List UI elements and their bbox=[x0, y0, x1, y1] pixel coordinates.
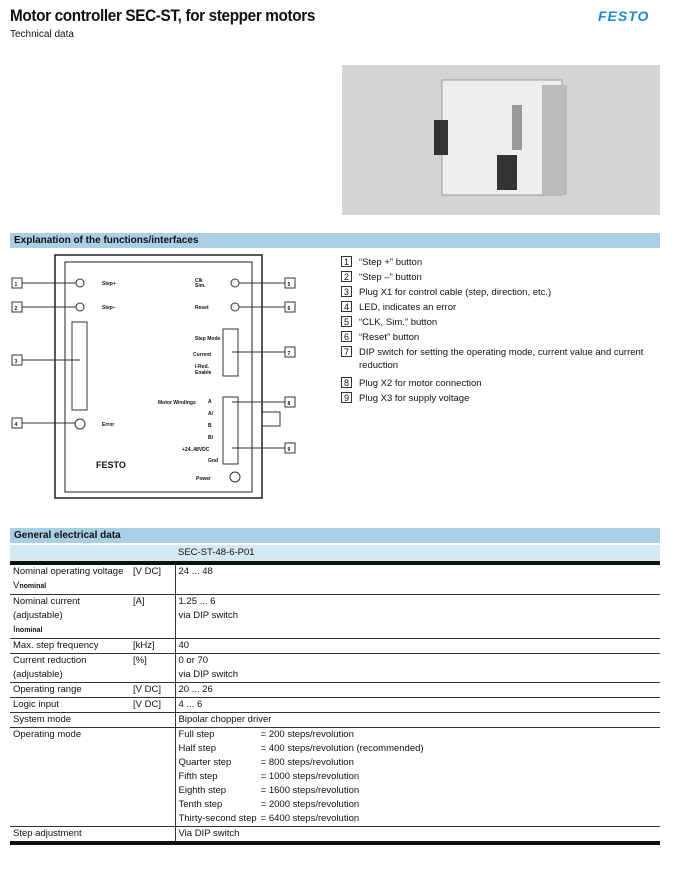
legend-text: “CLK, Sim.” button bbox=[359, 317, 438, 328]
legend-text: “Reset” button bbox=[359, 332, 420, 343]
mode-value: = 400 steps/revolution (recommended) bbox=[260, 743, 424, 754]
row-value: 24 ... 48 bbox=[175, 563, 660, 595]
row-label: System mode bbox=[10, 713, 130, 728]
legend-item bbox=[341, 286, 661, 299]
row-unit bbox=[130, 713, 175, 728]
legend-item bbox=[341, 331, 661, 344]
legend-text: LED, indicates an error bbox=[359, 302, 457, 313]
row-value: 20 ... 26 bbox=[175, 683, 660, 698]
legend-item bbox=[341, 256, 661, 269]
svg-text:Step Mode: Step Mode bbox=[195, 336, 221, 342]
row-value: 0 or 70 via DIP switch bbox=[175, 654, 660, 683]
svg-text:8: 8 bbox=[287, 401, 291, 407]
callout-number: 6 bbox=[341, 331, 352, 342]
row-label: Current reduction (adjustable) bbox=[10, 654, 130, 683]
svg-text:Gnd: Gnd bbox=[208, 458, 218, 464]
callout-number: 3 bbox=[341, 286, 352, 297]
callout-number: 4 bbox=[341, 301, 352, 312]
legend-text: DIP switch for setting the operating mode, current value and current reduction bbox=[359, 347, 644, 371]
controller-front-diagram bbox=[10, 252, 310, 502]
festo-logo: FESTO bbox=[598, 8, 650, 24]
table-row bbox=[10, 595, 660, 639]
row-unit: [%] bbox=[130, 654, 175, 683]
mode-name: Quarter step bbox=[178, 757, 232, 768]
svg-text:7: 7 bbox=[287, 351, 291, 357]
mode-name: Eighth step bbox=[178, 785, 227, 796]
callout-number: 9 bbox=[341, 392, 352, 403]
row-value: 40 bbox=[175, 639, 660, 654]
page-subtitle: Technical data bbox=[10, 29, 74, 40]
row-label: Logic input bbox=[10, 698, 130, 713]
svg-text:2: 2 bbox=[14, 306, 18, 312]
legend-item bbox=[341, 392, 661, 405]
row-unit: [kHz] bbox=[130, 639, 175, 654]
callout-number: 2 bbox=[341, 271, 352, 282]
row-label: Nominal current (adjustable) Inominal bbox=[10, 595, 130, 639]
product-photo bbox=[342, 65, 660, 215]
callout-number: 8 bbox=[341, 377, 352, 388]
legend-item bbox=[341, 301, 661, 314]
table-row-operating-mode: Operating mode Full step = 200 steps/revolution Half step = 400 steps/revolution (recommended) Quarter step = 800 steps/revolution Fifth step = 1000 steps/revolution Eighth step = 1600 steps/revolution Tenth step = 2000 steps/revolution Thirty-second step = 6400 steps/revolution bbox=[10, 728, 660, 827]
svg-text:9: 9 bbox=[287, 447, 291, 453]
svg-text:Sim.: Sim. bbox=[195, 283, 206, 289]
legend-text: “Step +” button bbox=[359, 257, 423, 268]
mode-value: = 6400 steps/revolution bbox=[260, 813, 360, 824]
legend-text: Plug X2 for motor connection bbox=[359, 378, 482, 389]
row-value: 1.25 ... 6 via DIP switch bbox=[175, 595, 660, 639]
row-value: Bipolar chopper driver bbox=[175, 713, 660, 728]
legend-item bbox=[341, 377, 661, 390]
svg-text:Step+: Step+ bbox=[102, 281, 116, 287]
legend-item bbox=[341, 271, 661, 284]
table-row bbox=[10, 698, 660, 713]
section-header-functions: Explanation of the functions/interfaces bbox=[10, 233, 660, 248]
svg-text:1: 1 bbox=[14, 282, 18, 288]
svg-text:4: 4 bbox=[14, 422, 18, 428]
table-row bbox=[10, 683, 660, 698]
row-label: Nominal operating voltage Vnominal bbox=[10, 563, 130, 595]
svg-text:FESTO: FESTO bbox=[96, 460, 126, 470]
svg-text:A: A bbox=[208, 399, 212, 405]
row-unit: [V DC] bbox=[130, 698, 175, 713]
svg-text:Reset: Reset bbox=[195, 305, 209, 311]
row-unit: [V DC] bbox=[130, 563, 175, 595]
legend-text: Plug X3 for supply voltage bbox=[359, 393, 470, 404]
svg-text:Error: Error bbox=[102, 422, 115, 428]
svg-text:5: 5 bbox=[287, 282, 291, 288]
svg-text:6: 6 bbox=[287, 306, 291, 312]
svg-text:B/: B/ bbox=[208, 435, 213, 441]
svg-text:3: 3 bbox=[14, 359, 18, 365]
table-row bbox=[10, 563, 660, 595]
mode-value: = 200 steps/revolution bbox=[260, 729, 354, 740]
row-value: 4 ... 6 bbox=[175, 698, 660, 713]
mode-name: Full step bbox=[178, 729, 215, 740]
svg-text:B: B bbox=[208, 423, 212, 429]
page-title: Motor controller SEC-ST, for stepper motors bbox=[10, 6, 316, 25]
svg-text:+24..48VDC: +24..48VDC bbox=[182, 447, 210, 453]
legend-text: “Step –” button bbox=[359, 272, 422, 283]
callout-number: 1 bbox=[341, 256, 352, 267]
mode-name: Half step bbox=[178, 743, 216, 754]
legend-item bbox=[341, 346, 661, 372]
model-header: SEC-ST-48-6-P01 bbox=[175, 545, 660, 563]
svg-text:A/: A/ bbox=[208, 411, 213, 417]
table-row bbox=[10, 713, 660, 728]
svg-text:Enable: Enable bbox=[195, 370, 212, 376]
table-row bbox=[10, 639, 660, 654]
mode-name: Tenth step bbox=[178, 799, 223, 810]
svg-text:Clk: Clk bbox=[195, 278, 203, 284]
table-row-step-adjustment: Step adjustment Via DIP switch bbox=[10, 827, 660, 844]
callout-number: 7 bbox=[341, 346, 352, 357]
legend-text: Plug X1 for control cable (step, direction, etc.) bbox=[359, 287, 552, 298]
mode-name: Fifth step bbox=[178, 771, 218, 782]
section-header-electrical: General electrical data bbox=[10, 528, 660, 543]
mode-value: = 1000 steps/revolution bbox=[260, 771, 360, 782]
row-label: Operating range bbox=[10, 683, 130, 698]
mode-value: = 800 steps/revolution bbox=[260, 757, 354, 768]
svg-text:Power: Power bbox=[196, 476, 212, 482]
row-unit: [V DC] bbox=[130, 683, 175, 698]
mode-value: = 1600 steps/revolution bbox=[260, 785, 360, 796]
legend-item bbox=[341, 316, 661, 329]
row-label: Max. step frequency bbox=[10, 639, 130, 654]
mode-value: = 2000 steps/revolution bbox=[260, 799, 360, 810]
electrical-data-table bbox=[10, 545, 660, 845]
svg-text:Current: Current bbox=[193, 352, 212, 358]
svg-text:Step–: Step– bbox=[102, 305, 116, 311]
mode-name: Thirty-second step bbox=[178, 813, 257, 824]
row-unit: [A] bbox=[130, 595, 175, 639]
svg-text:I-Red.: I-Red. bbox=[195, 364, 209, 370]
svg-text:Motor Windings: Motor Windings bbox=[158, 400, 196, 406]
callout-number: 5 bbox=[341, 316, 352, 327]
table-row bbox=[10, 654, 660, 683]
